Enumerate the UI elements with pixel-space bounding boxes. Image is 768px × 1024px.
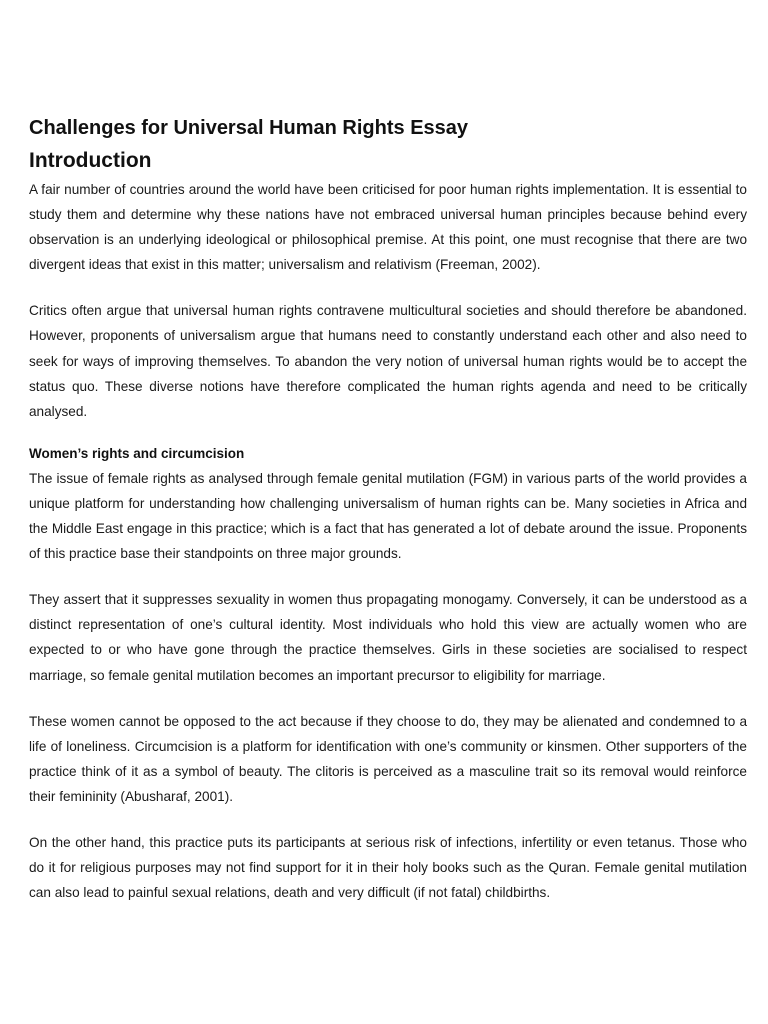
intro-paragraph-2: Critics often argue that universal human rights contravene multicultural societies and should therefore be abandoned. However, proponents of universalism argue that humans need to constantly understand each other and also need to seek for ways of improving themselves. To abandon the very notion of universal human rights would be to accept the status quo. These diverse notions have therefore complicated the human rights agenda and need to be critically analysed. [29, 303, 747, 419]
womens-rights-heading: Women’s rights and circumcision [29, 445, 245, 461]
womens-rights-paragraph-4: On the other hand, this practice puts its participants at serious risk of infections, infertility or even tetanus. Those who do it for religious purposes may not find support for it in their holy books such as the Quran. Female genital mutilation can also lead to painful sexual relations, death and very difficult (if not fatal) childbirths. [29, 834, 747, 901]
intro-paragraph-1: A fair number of countries around the world have been criticised for poor human rights implementation. It is essential to study them and determine why these nations have not embraced universal human principles because behind every observation is an underlying ideological or philosophical premise. At this point, one must recognise that there are two divergent ideas that exist in this matter; universalism and relativism (Freeman, 2002). [29, 182, 747, 273]
document-page [29, 115, 747, 926]
womens-rights-paragraph-1: The issue of female rights as analysed through female genital mutilation (FGM) in various parts of the world provides a unique platform for understanding how challenging universalism of human rights can be. Many societies in Africa and the Middle East engage in this practice; which is a fact that has generated a lot of debate around the issue. Proponents of this practice base their standpoints on three major grounds. [29, 470, 747, 562]
womens-rights-paragraph-2: They assert that it suppresses sexuality in women thus propagating monogamy. Conversely, it can be understood as a distinct representation of one’s cultural identity. Most individuals who hold this view are actually women who are expected to or who have gone through the practice themselves. Girls in these societies are socialised to respect marriage, so female genital mutilation becomes an important precursor to eligibility for marriage. [29, 592, 747, 683]
introduction-heading: Introduction [29, 149, 152, 172]
document-title: Challenges for Universal Human Rights Essay [29, 117, 469, 139]
womens-rights-paragraph-3: These women cannot be opposed to the act because if they choose to do, they may be alienated and condemned to a life of loneliness. Circumcision is a platform for identification with one’s community or kinsmen. Other supporters of the practice think of it as a symbol of beauty. The clitoris is perceived as a masculine trait so its removal would reinforce their femininity (Abusharaf, 2001). [29, 713, 747, 804]
